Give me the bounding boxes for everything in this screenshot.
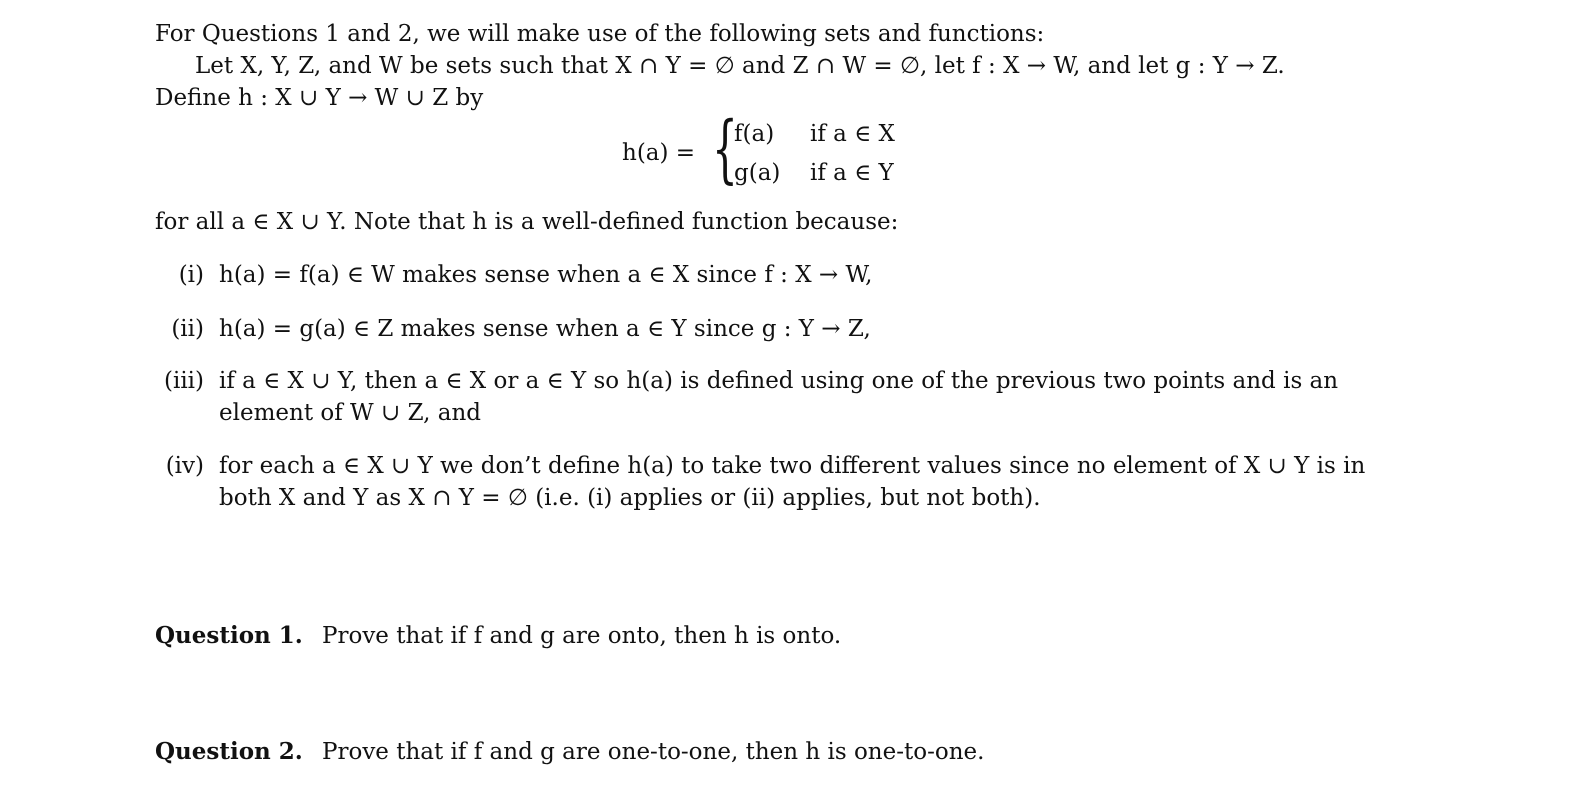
question-2-text: Prove that if f and g are one-to-one, then h is one-to-one. (322, 739, 985, 765)
case-2-value: g(a) (734, 160, 781, 186)
question-1-text: Prove that if f and g are onto, then h is onto. (322, 623, 842, 649)
setup-line-1: Let X, Y, Z, and W be sets such that X ∩ Y = ∅ and Z ∩ W = ∅, let f : X → W, and let g : Y → Z. (195, 53, 1285, 79)
piecewise-brace: { (712, 106, 738, 192)
list-item-label: (iv) (165, 453, 204, 479)
list-item-label: (iii) (163, 368, 204, 394)
list-item-text: h(a) = f(a) ∈ W makes sense when a ∈ X since f : X → W, (219, 262, 873, 288)
note-text: for all a ∈ X ∪ Y. Note that h is a well-defined function because: (155, 209, 899, 235)
case-2-condition: if a ∈ Y (810, 160, 894, 186)
list-item-text-continued: element of W ∪ Z, and (219, 400, 482, 426)
list-item-text: if a ∈ X ∪ Y, then a ∈ X or a ∈ Y so h(a) is defined using one of the previous two points and is an (219, 368, 1339, 394)
intro-text: For Questions 1 and 2, we will make use of the following sets and functions: (155, 21, 1045, 47)
setup-line-2: Define h : X ∪ Y → W ∪ Z by (155, 85, 484, 111)
question-2-label: Question 2. (155, 738, 303, 765)
list-item-label: (i) (178, 262, 204, 288)
list-item-label: (ii) (171, 316, 204, 342)
list-item-text: for each a ∈ X ∪ Y we don’t define h(a) to take two different values since no element of X ∪ Y is in (219, 453, 1366, 479)
list-item-text: h(a) = g(a) ∈ Z makes sense when a ∈ Y since g : Y → Z, (219, 316, 871, 342)
case-1-condition: if a ∈ X (810, 121, 895, 147)
list-item-text-continued: both X and Y as X ∩ Y = ∅ (i.e. (i) applies or (ii) applies, but not both). (219, 485, 1041, 511)
case-1-value: f(a) (734, 121, 775, 147)
question-1-label: Question 1. (155, 622, 303, 649)
piecewise-lhs: h(a) = (622, 140, 696, 166)
